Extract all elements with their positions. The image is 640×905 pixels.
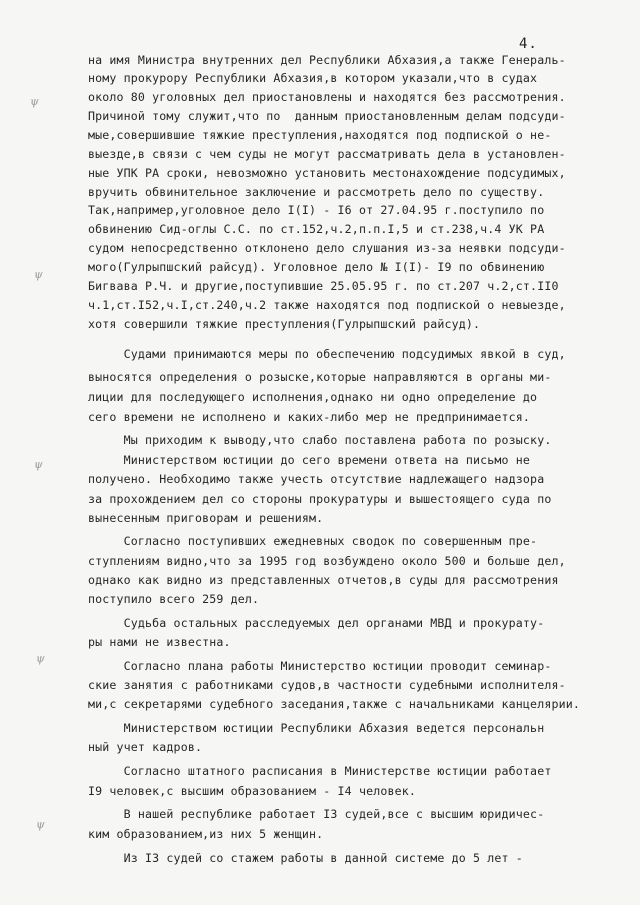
text-line: ному прокурору Республики Абхазия,в котором указали,что в судах — [88, 71, 538, 85]
text-line: выезде,в связи с чем суды не могут рассматривать дела в установлен- — [88, 147, 566, 161]
text-line: I9 человек,с высшим образованием - I4 человек. — [88, 784, 416, 798]
margin-mark: ψ — [34, 268, 43, 281]
text-line: ч.1,ст.I52,ч.I,ст.240,ч.2 также находятся под подпиской о невыезде, — [88, 298, 566, 312]
text-line: поступило всего 259 дел. — [88, 592, 260, 606]
margin-mark: ψ — [34, 458, 43, 471]
text-line: Согласно поступивших ежедневных сводок по совершенным пре- — [88, 534, 538, 548]
margin-mark: ψ — [36, 652, 45, 665]
text-line: получено. Необходимо также учесть отсутствие надлежащего надзора — [88, 472, 545, 486]
text-line: ные УПК РА сроки, невозможно установить местонахождение подсудимых, — [88, 166, 566, 180]
page-number: 4. — [519, 36, 538, 52]
text-line: Министерством юстиции Республики Абхазия ведется персональн — [88, 721, 545, 735]
text-line: Судами принимаются меры по обеспечению подсудимых явкой в суд, — [88, 347, 566, 361]
text-line: мого(Гулрыпшский райсуд). Уголовное дело № I(I)- I9 по обвинению — [88, 260, 545, 274]
text-line: выносятся определения о розыске,которые направляются в органы ми- — [88, 370, 552, 384]
text-line: ким образованием,из них 5 женщин. — [88, 827, 324, 841]
text-line: Согласно плана работы Министерство юстиции проводит семинар- — [88, 659, 552, 673]
margin-mark: ψ — [36, 818, 45, 831]
text-line: ские занятия с работниками судов,в частности судебными исполнителя- — [88, 678, 566, 692]
text-line: хотя совершили тяжкие преступления(Гулрыпшский райсуд). — [88, 317, 481, 331]
text-line: ры нами не известна. — [88, 635, 231, 649]
text-line: обвинению Сид-оглы С.С. по ст.152,ч.2,п.п.I,5 и ст.238,ч.4 УК РА — [88, 222, 545, 236]
text-line: однако как видно из представленных отчетов,в суды для рассмотрения — [88, 573, 559, 587]
text-line: на имя Министра внутренних дел Республики Абхазия,а также Генераль- — [88, 53, 566, 67]
text-line: ный учет кадров. — [88, 740, 203, 754]
text-line: Бигвава Р.Ч. и другие,поступившие 25.05.95 г. по ст.207 ч.2,ст.II0 — [88, 279, 559, 293]
text-line: за прохождением дел со стороны прокуратуры и вышестоящего суда по — [88, 492, 552, 506]
text-line: вынесенным приговорам и решениям. — [88, 511, 324, 525]
text-line: Судьба остальных расследуемых дел органами МВД и прокурату- — [88, 616, 545, 630]
text-line: вручить обвинительное заключение и рассмотреть дело по существу. — [88, 185, 545, 199]
text-line: Согласно штатного расписания в Министерстве юстиции работает — [88, 764, 552, 778]
text-line: мые,совершившие тяжкие преступления,находятся под подпиской о не- — [88, 128, 552, 142]
text-line: В нашей республике работает I3 судей,все с высшим юридичес- — [88, 807, 545, 821]
text-line: сего времени не исполнено и каких-либо мер не предпринимается. — [88, 410, 531, 424]
text-line: Мы приходим к выводу,что слабо поставлена работа по розыску. — [88, 433, 552, 447]
text-line: ми,с секретарями судебного заседания,также с начальниками канцелярии. — [88, 697, 580, 711]
text-line: ступлениям видно,что за 1995 год возбуждено около 500 и больше дел, — [88, 554, 566, 568]
text-line: Причиной тому служит,что по данным приостановленным делам подсуди- — [88, 109, 566, 123]
text-line: Министерством юстиции до сего времени ответа на письмо не — [88, 453, 531, 467]
text-line: судом непосредственно отклонено дело слушания из-за неявки подсуди- — [88, 241, 566, 255]
text-line: около 80 уголовных дел приостановлены и находятся без рассмотрения. — [88, 90, 566, 104]
text-line: Из I3 судей со стажем работы в данной системе до 5 лет - — [88, 851, 523, 865]
text-line: лиции для последующего исполнения,однако ни одно определение до — [88, 390, 538, 404]
margin-mark: ψ — [30, 95, 39, 108]
text-line: Так,например,уголовное дело I(I) - I6 от 27.04.95 г.поступило по — [88, 203, 545, 217]
